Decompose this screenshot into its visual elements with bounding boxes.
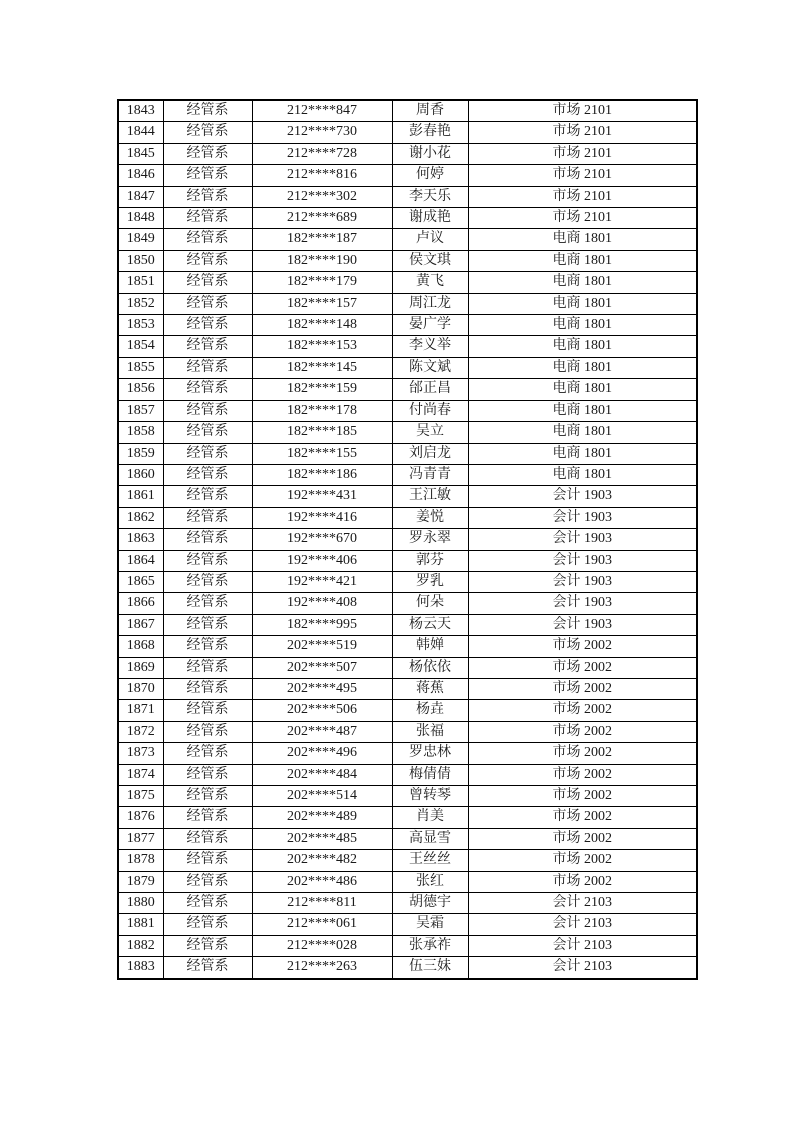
class-cell: 市场 2002 bbox=[468, 828, 697, 849]
class-cell: 市场 2002 bbox=[468, 764, 697, 785]
class-cell: 市场 2101 bbox=[468, 143, 697, 164]
student-id-cell: 192****416 bbox=[252, 507, 392, 528]
student-id-cell: 212****689 bbox=[252, 208, 392, 229]
department-cell: 经管系 bbox=[163, 614, 252, 635]
class-cell: 市场 2002 bbox=[468, 657, 697, 678]
row-number-cell: 1849 bbox=[118, 229, 163, 250]
class-cell: 会计 1903 bbox=[468, 529, 697, 550]
table-row bbox=[118, 571, 697, 592]
name-cell: 杨依依 bbox=[392, 657, 468, 678]
name-cell: 李天乐 bbox=[392, 186, 468, 207]
name-cell: 曾转琴 bbox=[392, 786, 468, 807]
department-cell: 经管系 bbox=[163, 721, 252, 742]
class-cell: 市场 2002 bbox=[468, 678, 697, 699]
student-id-cell: 192****670 bbox=[252, 529, 392, 550]
table-row bbox=[118, 422, 697, 443]
department-cell: 经管系 bbox=[163, 208, 252, 229]
department-cell: 经管系 bbox=[163, 914, 252, 935]
row-number-cell: 1844 bbox=[118, 122, 163, 143]
student-id-cell: 182****190 bbox=[252, 250, 392, 271]
table-row bbox=[118, 914, 697, 935]
row-number-cell: 1859 bbox=[118, 443, 163, 464]
class-cell: 会计 1903 bbox=[468, 507, 697, 528]
row-number-cell: 1857 bbox=[118, 400, 163, 421]
student-id-cell: 212****302 bbox=[252, 186, 392, 207]
department-cell: 经管系 bbox=[163, 143, 252, 164]
student-id-cell: 192****408 bbox=[252, 593, 392, 614]
department-cell: 经管系 bbox=[163, 122, 252, 143]
class-cell: 电商 1801 bbox=[468, 400, 697, 421]
name-cell: 蒋蕉 bbox=[392, 678, 468, 699]
class-cell: 市场 2002 bbox=[468, 807, 697, 828]
name-cell: 姜悦 bbox=[392, 507, 468, 528]
table-row bbox=[118, 293, 697, 314]
name-cell: 王丝丝 bbox=[392, 850, 468, 871]
name-cell: 张红 bbox=[392, 871, 468, 892]
name-cell: 黄飞 bbox=[392, 272, 468, 293]
class-cell: 电商 1801 bbox=[468, 464, 697, 485]
student-id-cell: 202****495 bbox=[252, 678, 392, 699]
name-cell: 罗永翠 bbox=[392, 529, 468, 550]
student-id-cell: 182****159 bbox=[252, 379, 392, 400]
class-cell: 电商 1801 bbox=[468, 315, 697, 336]
student-id-cell: 212****816 bbox=[252, 165, 392, 186]
name-cell: 谢小花 bbox=[392, 143, 468, 164]
class-cell: 市场 2002 bbox=[468, 871, 697, 892]
department-cell: 经管系 bbox=[163, 100, 252, 122]
student-id-cell: 192****421 bbox=[252, 571, 392, 592]
name-cell: 张福 bbox=[392, 721, 468, 742]
row-number-cell: 1856 bbox=[118, 379, 163, 400]
name-cell: 付尚春 bbox=[392, 400, 468, 421]
department-cell: 经管系 bbox=[163, 636, 252, 657]
department-cell: 经管系 bbox=[163, 893, 252, 914]
name-cell: 罗乳 bbox=[392, 571, 468, 592]
name-cell: 吴霜 bbox=[392, 914, 468, 935]
class-cell: 电商 1801 bbox=[468, 293, 697, 314]
class-cell: 会计 2103 bbox=[468, 893, 697, 914]
table-row bbox=[118, 100, 697, 122]
table-row bbox=[118, 657, 697, 678]
department-cell: 经管系 bbox=[163, 315, 252, 336]
row-number-cell: 1869 bbox=[118, 657, 163, 678]
class-cell: 市场 2002 bbox=[468, 743, 697, 764]
row-number-cell: 1854 bbox=[118, 336, 163, 357]
table-row bbox=[118, 208, 697, 229]
student-id-cell: 202****514 bbox=[252, 786, 392, 807]
department-cell: 经管系 bbox=[163, 828, 252, 849]
student-id-cell: 202****482 bbox=[252, 850, 392, 871]
row-number-cell: 1855 bbox=[118, 357, 163, 378]
row-number-cell: 1865 bbox=[118, 571, 163, 592]
name-cell: 梅倩倩 bbox=[392, 764, 468, 785]
student-id-cell: 182****186 bbox=[252, 464, 392, 485]
department-cell: 经管系 bbox=[163, 443, 252, 464]
class-cell: 电商 1801 bbox=[468, 379, 697, 400]
name-cell: 周香 bbox=[392, 100, 468, 122]
student-id-cell: 202****484 bbox=[252, 764, 392, 785]
class-cell: 市场 2101 bbox=[468, 208, 697, 229]
name-cell: 韩婵 bbox=[392, 636, 468, 657]
row-number-cell: 1871 bbox=[118, 700, 163, 721]
student-id-cell: 192****406 bbox=[252, 550, 392, 571]
row-number-cell: 1866 bbox=[118, 593, 163, 614]
department-cell: 经管系 bbox=[163, 186, 252, 207]
student-id-cell: 212****728 bbox=[252, 143, 392, 164]
table-row bbox=[118, 786, 697, 807]
row-number-cell: 1850 bbox=[118, 250, 163, 271]
class-cell: 市场 2002 bbox=[468, 700, 697, 721]
class-cell: 市场 2002 bbox=[468, 636, 697, 657]
name-cell: 王江敏 bbox=[392, 486, 468, 507]
table-row bbox=[118, 122, 697, 143]
row-number-cell: 1858 bbox=[118, 422, 163, 443]
name-cell: 周江龙 bbox=[392, 293, 468, 314]
class-cell: 电商 1801 bbox=[468, 422, 697, 443]
table-row bbox=[118, 893, 697, 914]
class-cell: 电商 1801 bbox=[468, 272, 697, 293]
department-cell: 经管系 bbox=[163, 529, 252, 550]
row-number-cell: 1848 bbox=[118, 208, 163, 229]
table-row bbox=[118, 935, 697, 956]
student-id-cell: 202****519 bbox=[252, 636, 392, 657]
table-row bbox=[118, 400, 697, 421]
department-cell: 经管系 bbox=[163, 871, 252, 892]
department-cell: 经管系 bbox=[163, 464, 252, 485]
student-id-cell: 192****431 bbox=[252, 486, 392, 507]
table-row bbox=[118, 143, 697, 164]
class-cell: 电商 1801 bbox=[468, 336, 697, 357]
department-cell: 经管系 bbox=[163, 507, 252, 528]
table-row bbox=[118, 165, 697, 186]
row-number-cell: 1846 bbox=[118, 165, 163, 186]
name-cell: 邰正昌 bbox=[392, 379, 468, 400]
row-number-cell: 1879 bbox=[118, 871, 163, 892]
table-row bbox=[118, 636, 697, 657]
student-id-cell: 212****061 bbox=[252, 914, 392, 935]
table-row bbox=[118, 700, 697, 721]
row-number-cell: 1852 bbox=[118, 293, 163, 314]
name-cell: 晏广学 bbox=[392, 315, 468, 336]
student-id-cell: 212****847 bbox=[252, 100, 392, 122]
table-row bbox=[118, 614, 697, 635]
table-row bbox=[118, 957, 697, 979]
class-cell: 会计 1903 bbox=[468, 486, 697, 507]
table-row bbox=[118, 379, 697, 400]
name-cell: 胡德宇 bbox=[392, 893, 468, 914]
student-id-cell: 182****179 bbox=[252, 272, 392, 293]
department-cell: 经管系 bbox=[163, 657, 252, 678]
student-id-cell: 202****486 bbox=[252, 871, 392, 892]
student-id-cell: 202****496 bbox=[252, 743, 392, 764]
student-id-cell: 182****187 bbox=[252, 229, 392, 250]
name-cell: 高显雪 bbox=[392, 828, 468, 849]
department-cell: 经管系 bbox=[163, 400, 252, 421]
student-id-cell: 182****145 bbox=[252, 357, 392, 378]
name-cell: 李义举 bbox=[392, 336, 468, 357]
name-cell: 伍三妹 bbox=[392, 957, 468, 979]
class-cell: 会计 1903 bbox=[468, 571, 697, 592]
class-cell: 市场 2101 bbox=[468, 122, 697, 143]
row-number-cell: 1877 bbox=[118, 828, 163, 849]
class-cell: 市场 2002 bbox=[468, 850, 697, 871]
row-number-cell: 1870 bbox=[118, 678, 163, 699]
student-id-cell: 182****995 bbox=[252, 614, 392, 635]
row-number-cell: 1875 bbox=[118, 786, 163, 807]
row-number-cell: 1868 bbox=[118, 636, 163, 657]
department-cell: 经管系 bbox=[163, 379, 252, 400]
row-number-cell: 1843 bbox=[118, 100, 163, 122]
student-id-cell: 202****487 bbox=[252, 721, 392, 742]
department-cell: 经管系 bbox=[163, 743, 252, 764]
student-id-cell: 202****485 bbox=[252, 828, 392, 849]
class-cell: 电商 1801 bbox=[468, 229, 697, 250]
row-number-cell: 1863 bbox=[118, 529, 163, 550]
student-id-cell: 182****155 bbox=[252, 443, 392, 464]
class-cell: 市场 2002 bbox=[468, 721, 697, 742]
name-cell: 冯青青 bbox=[392, 464, 468, 485]
department-cell: 经管系 bbox=[163, 357, 252, 378]
row-number-cell: 1880 bbox=[118, 893, 163, 914]
class-cell: 市场 2101 bbox=[468, 165, 697, 186]
class-cell: 会计 1903 bbox=[468, 593, 697, 614]
student-roster-table bbox=[117, 99, 698, 980]
table-row bbox=[118, 486, 697, 507]
name-cell: 郭芬 bbox=[392, 550, 468, 571]
table-row bbox=[118, 250, 697, 271]
table-row bbox=[118, 443, 697, 464]
row-number-cell: 1876 bbox=[118, 807, 163, 828]
table-row bbox=[118, 828, 697, 849]
name-cell: 刘启龙 bbox=[392, 443, 468, 464]
student-id-cell: 212****730 bbox=[252, 122, 392, 143]
department-cell: 经管系 bbox=[163, 486, 252, 507]
class-cell: 会计 1903 bbox=[468, 550, 697, 571]
row-number-cell: 1861 bbox=[118, 486, 163, 507]
table-row bbox=[118, 186, 697, 207]
class-cell: 电商 1801 bbox=[468, 443, 697, 464]
student-id-cell: 212****811 bbox=[252, 893, 392, 914]
class-cell: 市场 2101 bbox=[468, 100, 697, 122]
name-cell: 何朵 bbox=[392, 593, 468, 614]
student-id-cell: 182****153 bbox=[252, 336, 392, 357]
row-number-cell: 1874 bbox=[118, 764, 163, 785]
student-id-cell: 182****178 bbox=[252, 400, 392, 421]
table-row bbox=[118, 336, 697, 357]
row-number-cell: 1853 bbox=[118, 315, 163, 336]
table-row bbox=[118, 529, 697, 550]
name-cell: 何婷 bbox=[392, 165, 468, 186]
row-number-cell: 1878 bbox=[118, 850, 163, 871]
class-cell: 电商 1801 bbox=[468, 357, 697, 378]
department-cell: 经管系 bbox=[163, 935, 252, 956]
student-id-cell: 202****506 bbox=[252, 700, 392, 721]
department-cell: 经管系 bbox=[163, 593, 252, 614]
student-id-cell: 212****263 bbox=[252, 957, 392, 979]
class-cell: 电商 1801 bbox=[468, 250, 697, 271]
name-cell: 肖美 bbox=[392, 807, 468, 828]
table-row bbox=[118, 850, 697, 871]
department-cell: 经管系 bbox=[163, 165, 252, 186]
department-cell: 经管系 bbox=[163, 850, 252, 871]
department-cell: 经管系 bbox=[163, 550, 252, 571]
department-cell: 经管系 bbox=[163, 786, 252, 807]
student-id-cell: 182****148 bbox=[252, 315, 392, 336]
department-cell: 经管系 bbox=[163, 422, 252, 443]
student-id-cell: 202****507 bbox=[252, 657, 392, 678]
table-row bbox=[118, 743, 697, 764]
table-row bbox=[118, 871, 697, 892]
row-number-cell: 1873 bbox=[118, 743, 163, 764]
table-row bbox=[118, 807, 697, 828]
department-cell: 经管系 bbox=[163, 678, 252, 699]
class-cell: 会计 2103 bbox=[468, 914, 697, 935]
table-row bbox=[118, 507, 697, 528]
class-cell: 会计 2103 bbox=[468, 935, 697, 956]
table-row bbox=[118, 593, 697, 614]
class-cell: 市场 2002 bbox=[468, 786, 697, 807]
department-cell: 经管系 bbox=[163, 336, 252, 357]
row-number-cell: 1860 bbox=[118, 464, 163, 485]
department-cell: 经管系 bbox=[163, 293, 252, 314]
student-id-cell: 182****157 bbox=[252, 293, 392, 314]
name-cell: 陈文斌 bbox=[392, 357, 468, 378]
row-number-cell: 1883 bbox=[118, 957, 163, 979]
student-id-cell: 182****185 bbox=[252, 422, 392, 443]
name-cell: 彭春艳 bbox=[392, 122, 468, 143]
department-cell: 经管系 bbox=[163, 571, 252, 592]
row-number-cell: 1845 bbox=[118, 143, 163, 164]
table-row bbox=[118, 678, 697, 699]
table-row bbox=[118, 357, 697, 378]
table-row bbox=[118, 315, 697, 336]
student-id-cell: 202****489 bbox=[252, 807, 392, 828]
row-number-cell: 1847 bbox=[118, 186, 163, 207]
name-cell: 侯文琪 bbox=[392, 250, 468, 271]
name-cell: 谢成艳 bbox=[392, 208, 468, 229]
class-cell: 市场 2101 bbox=[468, 186, 697, 207]
table-row bbox=[118, 464, 697, 485]
table-row bbox=[118, 550, 697, 571]
class-cell: 会计 2103 bbox=[468, 957, 697, 979]
name-cell: 罗忠林 bbox=[392, 743, 468, 764]
student-id-cell: 212****028 bbox=[252, 935, 392, 956]
name-cell: 吴立 bbox=[392, 422, 468, 443]
name-cell: 杨垚 bbox=[392, 700, 468, 721]
row-number-cell: 1862 bbox=[118, 507, 163, 528]
department-cell: 经管系 bbox=[163, 250, 252, 271]
row-number-cell: 1881 bbox=[118, 914, 163, 935]
name-cell: 卢议 bbox=[392, 229, 468, 250]
table-body bbox=[118, 100, 697, 979]
class-cell: 会计 1903 bbox=[468, 614, 697, 635]
department-cell: 经管系 bbox=[163, 957, 252, 979]
table-row bbox=[118, 764, 697, 785]
table-row bbox=[118, 229, 697, 250]
row-number-cell: 1872 bbox=[118, 721, 163, 742]
row-number-cell: 1864 bbox=[118, 550, 163, 571]
department-cell: 经管系 bbox=[163, 807, 252, 828]
name-cell: 杨云天 bbox=[392, 614, 468, 635]
department-cell: 经管系 bbox=[163, 272, 252, 293]
department-cell: 经管系 bbox=[163, 229, 252, 250]
row-number-cell: 1851 bbox=[118, 272, 163, 293]
department-cell: 经管系 bbox=[163, 764, 252, 785]
row-number-cell: 1882 bbox=[118, 935, 163, 956]
row-number-cell: 1867 bbox=[118, 614, 163, 635]
table-row bbox=[118, 721, 697, 742]
name-cell: 张承祚 bbox=[392, 935, 468, 956]
department-cell: 经管系 bbox=[163, 700, 252, 721]
table-row bbox=[118, 272, 697, 293]
